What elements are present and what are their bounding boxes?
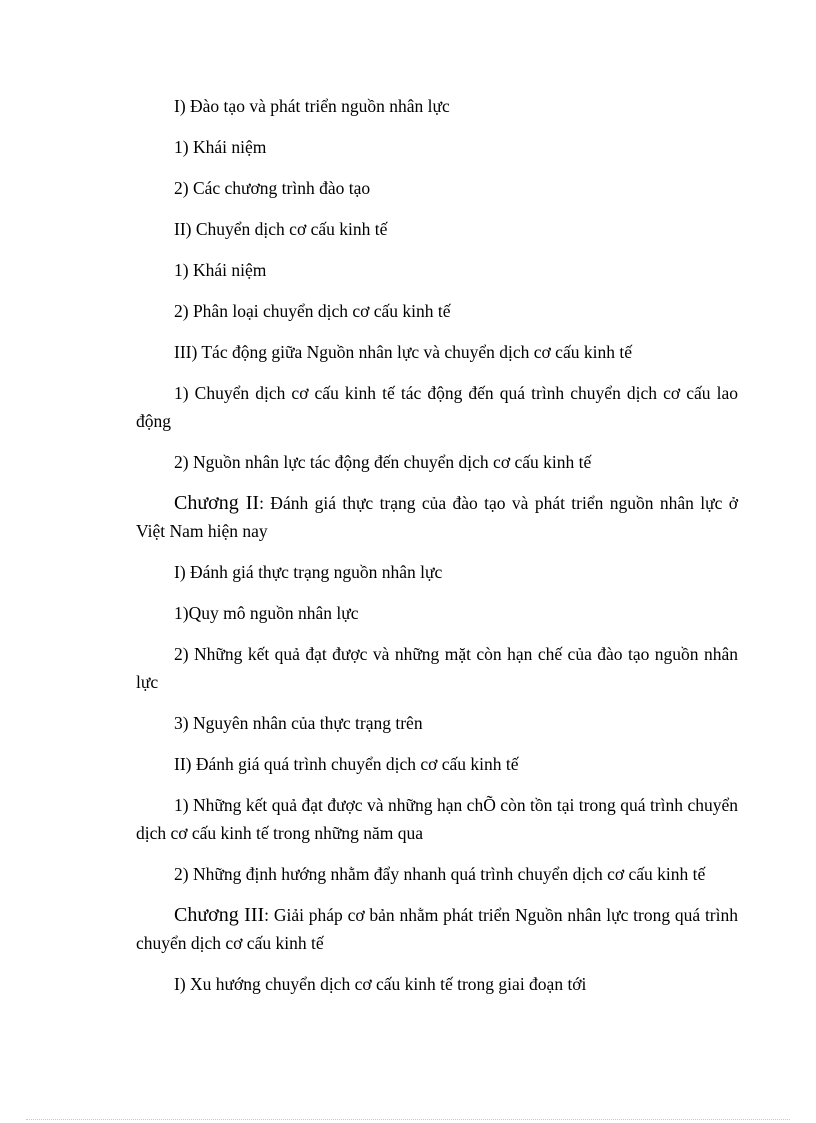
chapter-label: Chương II — [174, 492, 260, 514]
subsection-item: 1) Khái niệm — [174, 137, 267, 157]
chapter-title: : Đánh giá thực trạng của đào tạo và phát triển nguồn nhân lực ở Việt Nam hiện nay — [136, 493, 738, 541]
chapter-label: Chương III — [174, 904, 265, 926]
subsection-item: 3) Nguyên nhân của thực trạng trên — [174, 713, 423, 733]
subsection-item: 2) Những kết quả đạt được và những mặt còn hạn chế của đào tạo nguồn nhân lực — [136, 644, 738, 692]
section-heading: II) Chuyển dịch cơ cấu kinh tế — [174, 219, 388, 239]
section-heading: I) Đào tạo và phát triển nguồn nhân lực — [174, 96, 450, 116]
subsection-item: 1) Chuyển dịch cơ cấu kinh tế tác động đến quá trình chuyển dịch cơ cấu lao động — [136, 383, 738, 431]
subsection-item: 2) Các chương trình đào tạo — [174, 178, 371, 198]
section-heading: I) Xu hướng chuyển dịch cơ cấu kinh tế trong giai đoạn tới — [174, 974, 587, 994]
chapter-heading — [136, 489, 738, 545]
section-heading: II) Đánh giá quá trình chuyển dịch cơ cấu kinh tế — [174, 754, 519, 774]
section-heading: I) Đánh giá thực trạng nguồn nhân lực — [174, 562, 443, 582]
subsection-item: 1) Những kết quả đạt được và những hạn chÕ còn tồn tại trong quá trình chuyển dịch cơ cấu kinh tế trong những năm qua — [136, 795, 738, 843]
chapter-title: : Giải pháp cơ bản nhằm phát triển Nguồn nhân lực trong quá trình chuyển dịch cơ cấu kinh tế — [136, 905, 738, 953]
subsection-item: 2) Những định hướng nhằm đẩy nhanh quá trình chuyển dịch cơ cấu kinh tế — [174, 864, 706, 884]
subsection-item: 1)Quy mô nguồn nhân lực — [174, 603, 359, 623]
section-heading: III) Tác động giữa Nguồn nhân lực và chuyển dịch cơ cấu kinh tế — [174, 342, 632, 362]
subsection-item: 1) Khái niệm — [174, 260, 267, 280]
page-bottom-border — [26, 1119, 790, 1120]
subsection-item: 2) Phân loại chuyển dịch cơ cấu kinh tế — [174, 301, 451, 321]
subsection-item: 2) Nguồn nhân lực tác động đến chuyển dịch cơ cấu kinh tế — [174, 452, 592, 472]
document-body — [136, 92, 738, 998]
chapter-heading — [136, 901, 738, 957]
